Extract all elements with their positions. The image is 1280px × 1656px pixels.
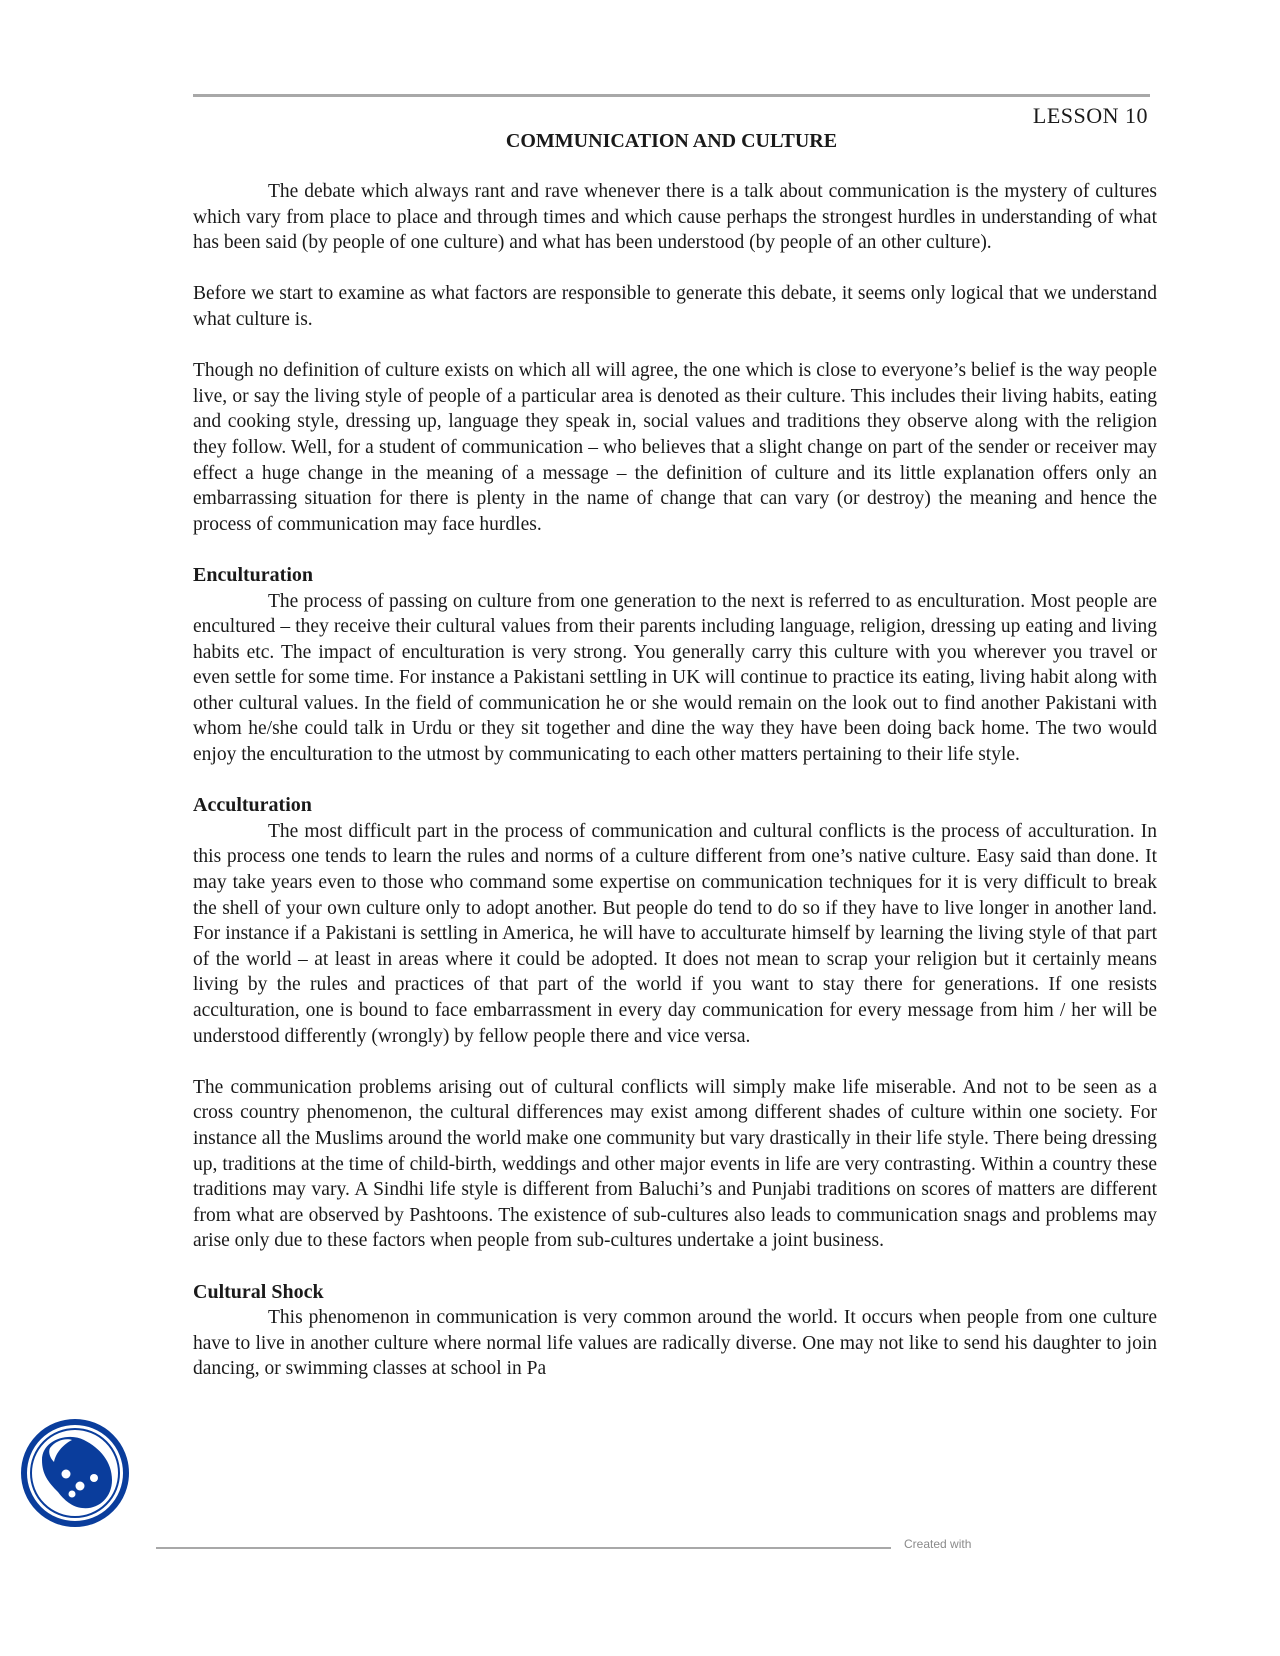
heading-cultural-shock: Cultural Shock [193, 1280, 324, 1303]
heading-acculturation: Acculturation [193, 794, 312, 817]
blue-circle-logo-icon [20, 1418, 130, 1528]
bottom-divider [156, 1547, 891, 1549]
paragraph-intro-1: The debate which always rant and rave whenever there is a talk about communication is the mystery of cultures which vary from place to place and through times and which cause perhaps the strongest hurdles in understanding of what has been said (by people of one culture) and what has been understood (by people of an other culture). [193, 181, 1157, 254]
document-body [193, 179, 1157, 1382]
paragraph-cultural-conflicts: The communication problems arising out of cultural conflicts will simply make life miserable. And not to be seen as a cross country phenomenon, the cultural differences may exist among different shades of culture within one society. For instance all the Muslims around the world make one community but vary drastically in their life style. There being dressing up, traditions at the time of child-birth, weddings and other major events in life are very contrasting. Within a country these traditions may vary. A Sindhi life style is different from Baluchi’s and Punjabi traditions on scores of matters are different from what are observed by Pashtoons. The existence of sub-cultures also leads to communication snags and problems may arise only due to these factors when people from sub-cultures undertake a joint business. [193, 1076, 1157, 1252]
heading-enculturation: Enculturation [193, 563, 314, 586]
paragraph-intro-3: Though no definition of culture exists on which all will agree, the one which is close to everyone’s belief is the way people live, or say the living style of people of a particular area is denoted as their culture. This includes their living habits, eating and cooking style, dressing up, language they speak in, social values and traditions they observe along with the religion they follow. Well, for a student of communication – who believes that a slight change on part of the sender or receiver may effect a huge change in the meaning of a message – the definition of culture and its little explanation offers only an embarrassing situation for there is plenty in the name of change that can vary (or destroy) the meaning and hence the process of communication may face hurdles. [193, 360, 1157, 535]
paragraph-intro-2: Before we start to examine as what factors are responsible to generate this debate, it seems only logical that we understand what culture is. [193, 283, 1157, 330]
top-divider [193, 94, 1150, 97]
paragraph-enculturation: The process of passing on culture from one generation to the next is referred to as enculturation. Most people are encultured – they receive their cultural values from their parents including language, religion, dressing up eating and living habits etc. The impact of enculturation is very strong. You generally carry this culture with you wherever you travel or even settle for some time. For instance a Pakistani settling in UK will continue to practice its eating, living habit along with other cultural values. In the field of communication he or she would remain on the look out to find another Pakistani with whom he/she could talk in Urdu or they sit together and dine the way they have been doing back home. The two would enjoy the enculturation to the utmost by communicating to each other matters pertaining to their life style. [193, 590, 1157, 766]
lesson-label: LESSON 10 [1032, 103, 1148, 128]
created-with-label: Created with [904, 1537, 972, 1551]
page-title: COMMUNICATION AND CULTURE [505, 130, 838, 152]
paragraph-cultural-shock: This phenomenon in communication is very common around the world. It occurs when people from one culture have to live in another culture where normal life values are radically diverse. One may not like to send his daughter to join dancing, or swimming classes at school in Pa [193, 1307, 1157, 1380]
paragraph-acculturation: The most difficult part in the process of communication and cultural conflicts is the process of acculturation. In this process one tends to learn the rules and norms of a culture different from one’s native culture. Easy said than done. It may take years even to those who command some expertise on communication techniques for it is very difficult to break the shell of your own culture only to adopt another. But people do tend to do so if they have to live longer in another land. For instance if a Pakistani is settling in America, he will have to acculturate himself by learning the living style of that part of the world – at least in areas where it could be adopted. It does not mean to scrap your religion but it certainly means living by the rules and practices of that part of the world if you want to stay there for generations. If one resists acculturation, one is bound to face embarrassment in every day communication for every message from him / her will be understood differently (wrongly) by fellow people there and vice versa. [193, 820, 1157, 1047]
